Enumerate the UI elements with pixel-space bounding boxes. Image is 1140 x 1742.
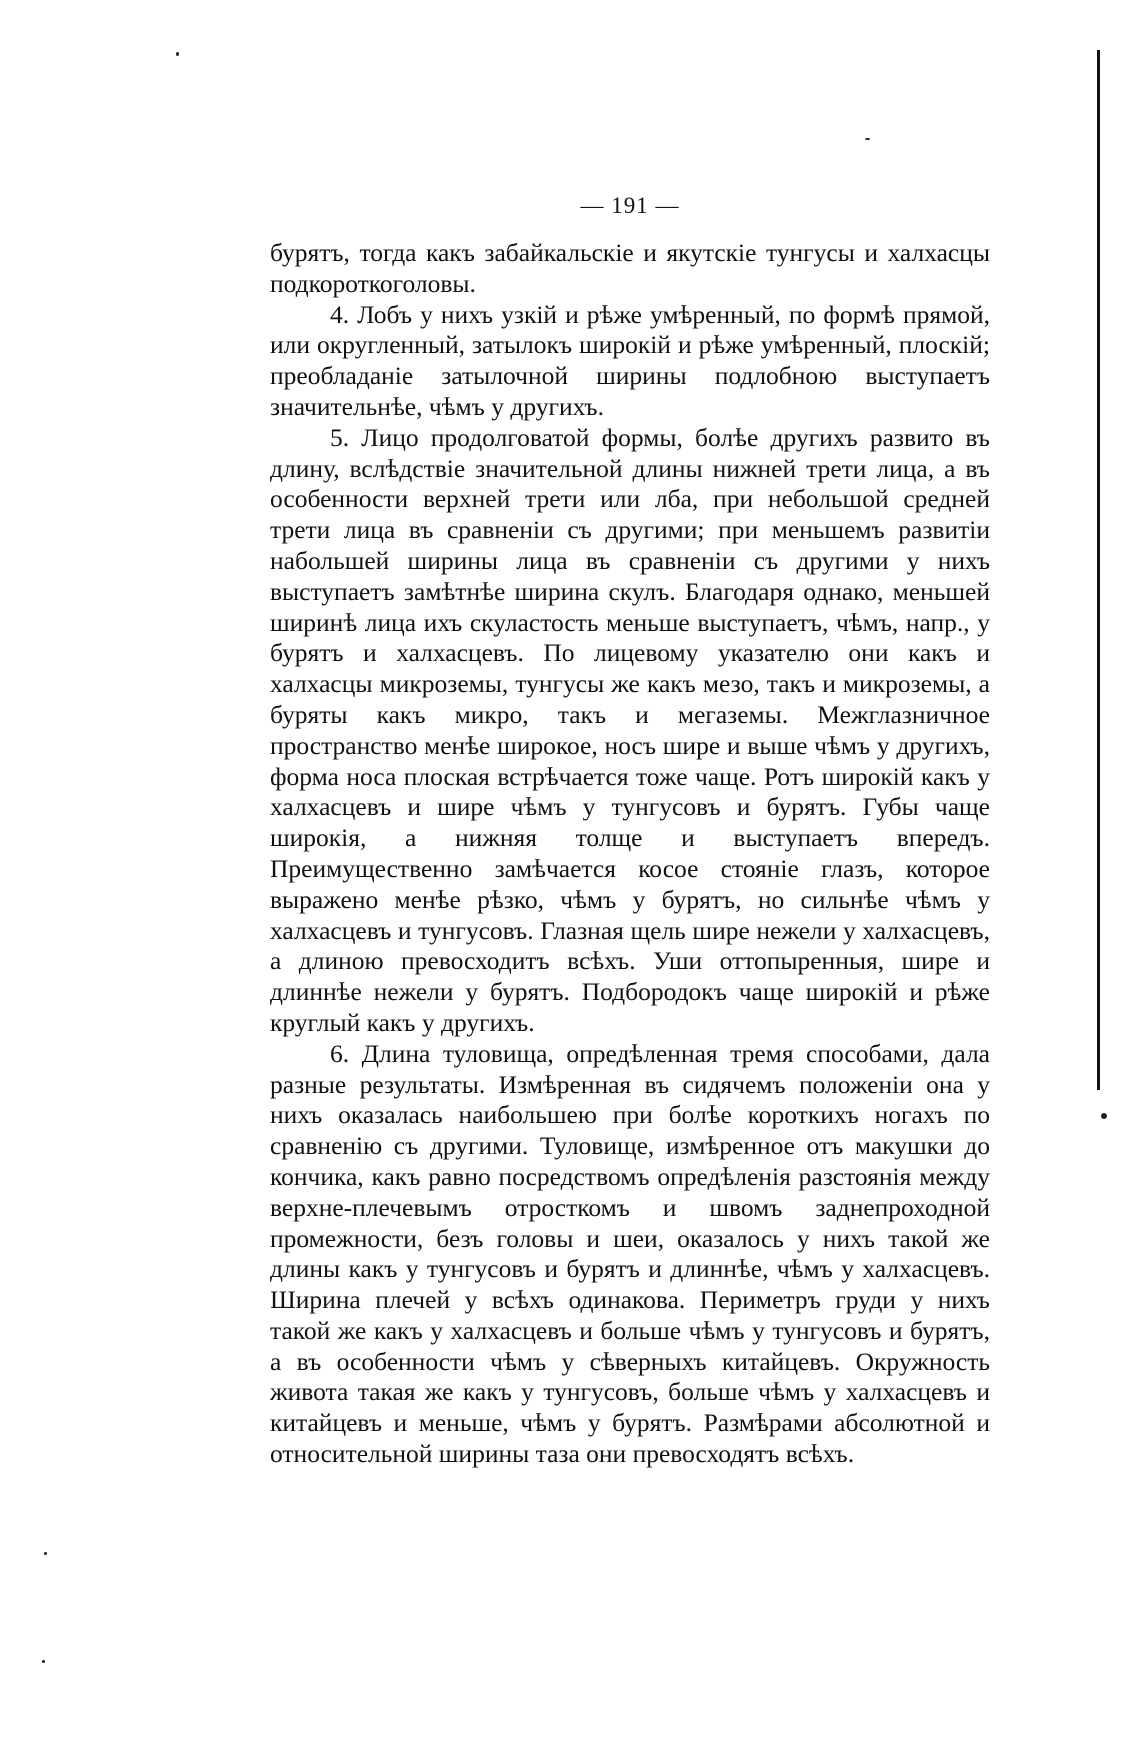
paragraph-5-face: 5. Лицо продолговатой формы, болѣе другихъ развито въ длину, вслѣдствіе значительной длины нижней трети лица, а въ особенности верхней трети или лба, при небольшой средней трети лица въ сравненіи съ другими; при меньшемъ развитіи набольшей ширины лица въ сравненіи съ другими у нихъ выступаетъ замѣтнѣе ширина скулъ. Благодаря однако, меньшей ширинѣ лица ихъ скуластость меньше выступаетъ, чѣмъ, напр., у бурятъ и халхасцевъ. По лицевому указателю они какъ и халхасцы микроземы, тунгусы же какъ мезо, такъ и микроземы, а буряты какъ микро, такъ и мегаземы. Межглазничное пространство менѣе широкое, носъ шире и выше чѣмъ у другихъ, форма носа плоская встрѣчается тоже чаще. Ротъ широкій какъ у халхасцевъ и шире чѣмъ у тунгусовъ и бурятъ. Губы чаще широкія, а нижняя толще и выступаетъ впередъ. Преимущественно замѣчается косое стояніе глазъ, которое выражено менѣе рѣзко, чѣмъ у бурятъ, но сильнѣе чѣмъ у халхасцевъ и тунгусовъ. Глазная щель шире нежели у халхасцевъ, а длиною превосходитъ всѣхъ. Уши оттопыренныя, шире и длиннѣе нежели у бурятъ. Подбородокъ чаще широкій и рѣже круглый какъ у другихъ. [270, 422, 990, 1037]
body-text [270, 238, 990, 1470]
scan-speck [176, 52, 179, 56]
paragraph-4-forehead: 4. Лобъ у нихъ узкій и рѣже умѣренный, по формѣ прямой, или округленный, затылокъ широкій и рѣже умѣренный, плоскій; преобладаніе затылочной ширины подлобною выступаетъ значительнѣе, чѣмъ у другихъ. [270, 299, 990, 421]
page-edge-rule [1097, 50, 1100, 1090]
paragraph-6-torso: 6. Длина туловища, опредѣленная тремя способами, дала разные результаты. Измѣренная въ сидячемъ положеніи она у нихъ оказалась наибольшею при болѣе короткихъ ногахъ по сравненію съ другими. Туловище, измѣренное отъ макушки до кончика, какъ равно посредствомъ опредѣленія разстоянія между верхне-плечевымъ отросткомъ и швомъ заднепроходной промежности, безъ головы и шеи, оказалось у нихъ такой же длины какъ у тунгусовъ и бурятъ и длиннѣе, чѣмъ у халхасцевъ. Ширина плечей у всѣхъ одинакова. Периметръ груди у нихъ такой же какъ у халхасцевъ и больше чѣмъ у тунгусовъ и бурятъ, а въ особенности чѣмъ у сѣверныхъ китайцевъ. Окружность живота такая же какъ у тунгусовъ, больше чѣмъ у халхасцевъ и китайцевъ и меньше, чѣмъ у бурятъ. Размѣрами абсолютной и относительной ширины таза они превосходятъ всѣхъ. [270, 1038, 990, 1469]
page-number: — 191 — [580, 193, 680, 218]
paragraph-continuation: бурятъ, тогда какъ забайкальскіе и якутскіе тунгусы и халхасцы подкороткоголовы. [270, 238, 990, 298]
scan-speck [865, 138, 870, 140]
scan-speck [44, 1552, 47, 1555]
scan-speck [1101, 1113, 1107, 1119]
scan-speck [42, 1660, 45, 1663]
